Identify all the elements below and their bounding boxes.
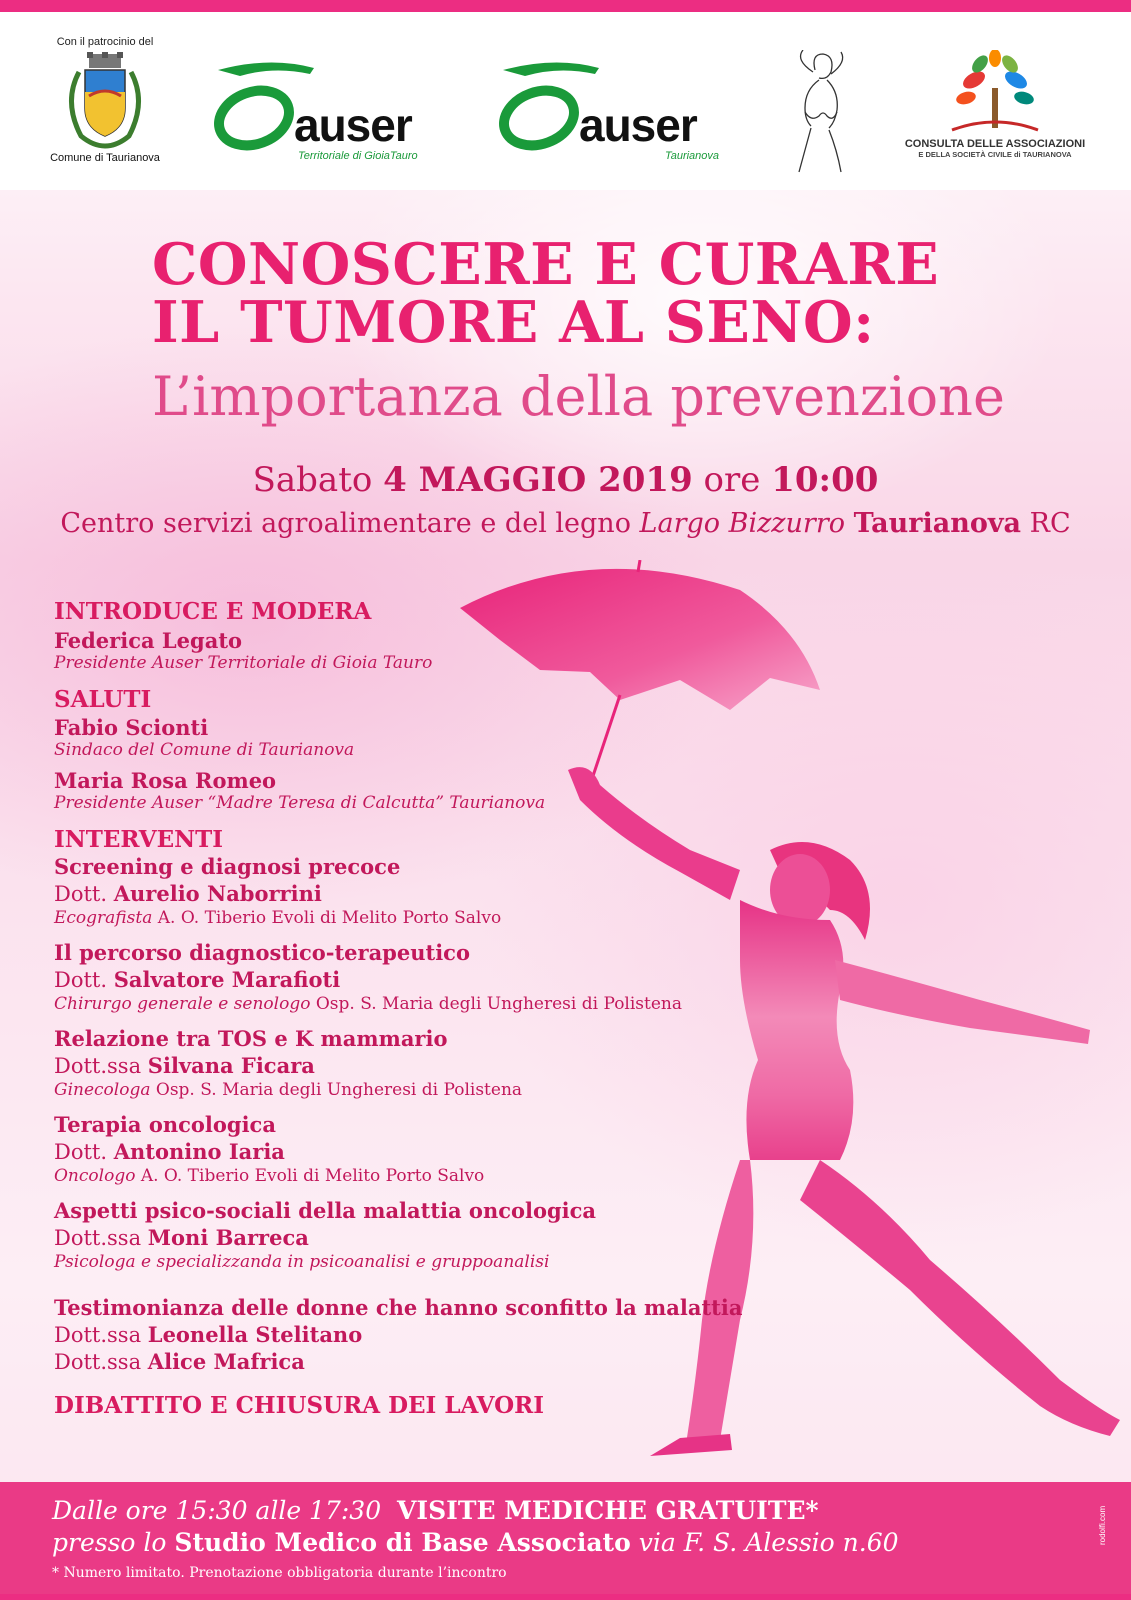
comune-crest-icon <box>59 52 151 150</box>
talk-speaker <box>54 969 340 991</box>
speaker-role: Sindaco del Comune di Taurianova <box>54 740 355 760</box>
talk-speaker <box>54 1055 315 1077</box>
event-time: 10:00 <box>771 460 879 500</box>
talk-speaker <box>54 883 322 905</box>
speaker-title: Dott.ssa <box>54 1226 142 1250</box>
designer-credit: rodolfi.com <box>1098 1505 1107 1545</box>
speaker-title: Dott.ssa <box>54 1350 142 1374</box>
patronage-caption: Con il patrocinio del <box>56 36 154 48</box>
speaker-affiliation: A. O. Tiberio Evoli di Melito Porto Salvo <box>140 1166 485 1186</box>
section-heading-introduce: INTRODUCE E MODERA <box>54 598 372 625</box>
auser-word: auser <box>579 99 697 151</box>
auser-word: auser <box>294 99 412 151</box>
main-title-line-1: CONOSCERE E CURARE <box>152 231 940 298</box>
speaker-name: Alice Mafrica <box>147 1349 305 1374</box>
speaker-role: Presidente Auser Territoriale di Gioia Tauro <box>54 653 433 673</box>
day-label: Sabato <box>252 460 373 500</box>
tree-of-hands-icon <box>950 50 1040 132</box>
woman-umbrella-illustration <box>440 560 1131 1480</box>
speaker-name: Leonella Stelitano <box>147 1322 363 1347</box>
testimony-speaker <box>54 1324 362 1346</box>
section-heading-testimonianza: Testimonianza delle donne che hanno sconfitto la malattia <box>54 1295 743 1320</box>
footer-at: presso lo <box>52 1528 167 1557</box>
woman-sketch-icon <box>775 50 865 175</box>
talk-topic: Relazione tra TOS e K mammario <box>54 1026 448 1051</box>
footer-hours: Dalle ore 15:30 alle 17:30 <box>52 1496 382 1525</box>
talk-affiliation <box>54 1168 484 1185</box>
speaker-name: Moni Barreca <box>147 1225 309 1250</box>
talk-affiliation <box>54 1254 549 1271</box>
event-date-line <box>0 460 1131 500</box>
speaker-role: Presidente Auser “Madre Teresa di Calcutta” Taurianova <box>54 793 546 813</box>
speaker-specialty: Ecografista <box>54 908 153 928</box>
top-border <box>0 0 1131 12</box>
talk-topic: Screening e diagnosi precoce <box>54 854 401 879</box>
talk-topic: Il percorso diagnostico-terapeutico <box>54 940 470 965</box>
speaker-affiliation: A. O. Tiberio Evoli di Melito Porto Salvo <box>157 908 502 928</box>
talk-topic: Terapia oncologica <box>54 1112 276 1137</box>
event-venue-line <box>0 510 1131 537</box>
speaker-title: Dott.ssa <box>54 1323 142 1347</box>
comune-caption: Comune di Taurianova <box>50 152 160 164</box>
section-heading-closing: DIBATTITO E CHIUSURA DEI LAVORI <box>54 1392 545 1419</box>
section-heading-interventi: INTERVENTI <box>54 826 223 853</box>
event-date: 4 MAGGIO 2019 <box>383 460 693 500</box>
speaker-title: Dott.ssa <box>54 1054 142 1078</box>
speaker-specialty: Chirurgo generale e senologo <box>54 994 311 1014</box>
speaker-specialty: Psicologa e specializzanda in psicoanalisi e gruppoanalisi <box>54 1252 550 1272</box>
venue-city: Taurianova <box>853 508 1022 539</box>
consulta-logo <box>900 50 1090 159</box>
main-subtitle: L’importanza della prevenzione <box>152 365 1005 428</box>
speaker-name: Aurelio Naborrini <box>113 881 322 906</box>
talk-affiliation <box>54 996 682 1013</box>
speaker-name: Antonino Iaria <box>113 1139 285 1164</box>
venue-prefix: Centro servizi agroalimentare e del legno <box>60 508 631 539</box>
talk-affiliation <box>54 1082 522 1099</box>
auser-taurianova-logo <box>495 62 745 172</box>
main-title-line-2: IL TUMORE AL SENO: <box>152 289 875 356</box>
talk-speaker <box>54 1227 309 1249</box>
speaker-name: Maria Rosa Romeo <box>54 768 277 793</box>
venue-province: RC <box>1029 508 1071 539</box>
time-label: ore <box>703 460 761 500</box>
footer-banner <box>0 1482 1131 1594</box>
talk-topic: Aspetti psico-sociali della malattia oncologica <box>54 1198 597 1223</box>
speaker-specialty: Oncologo <box>54 1166 136 1186</box>
footer-location-line <box>52 1530 899 1555</box>
footer-note: * Numero limitato. Prenotazione obbligatoria durante l’incontro <box>52 1565 507 1581</box>
consulta-subtitle: E DELLA SOCIETÀ CIVILE di TAURIANOVA <box>918 150 1072 159</box>
speaker-affiliation: Osp. S. Maria degli Ungheresi di Polistena <box>315 994 683 1014</box>
consulta-title: CONSULTA DELLE ASSOCIAZIONI <box>904 138 1086 150</box>
speaker-specialty: Ginecologa <box>54 1080 151 1100</box>
patronage-logo <box>40 36 170 164</box>
footer-studio: Studio Medico di Base Associato <box>174 1528 631 1557</box>
speaker-name: Fabio Scionti <box>54 715 209 740</box>
speaker-name: Federica Legato <box>54 628 243 653</box>
venue-place: Largo Bizzurro <box>639 508 845 539</box>
talk-affiliation <box>54 910 501 927</box>
speaker-name: Silvana Ficara <box>147 1053 315 1078</box>
speaker-affiliation: Osp. S. Maria degli Ungheresi di Polistena <box>155 1080 523 1100</box>
testimony-speaker <box>54 1351 305 1373</box>
speaker-title: Dott. <box>54 968 108 992</box>
speaker-title: Dott. <box>54 882 108 906</box>
footer-address: via F. S. Alessio n.60 <box>638 1528 899 1557</box>
speaker-title: Dott. <box>54 1140 108 1164</box>
bottom-border <box>0 1594 1131 1600</box>
auser-subtitle: Taurianova <box>665 150 720 162</box>
auser-territoriale-logo <box>210 62 460 172</box>
section-heading-saluti: SALUTI <box>54 686 152 713</box>
auser-subtitle: Territoriale di GioiaTauro <box>298 150 418 162</box>
footer-visits: VISITE MEDICHE GRATUITE* <box>397 1496 819 1525</box>
talk-speaker <box>54 1141 285 1163</box>
speaker-name: Salvatore Marafioti <box>113 967 341 992</box>
footer-visits-line <box>52 1498 819 1523</box>
